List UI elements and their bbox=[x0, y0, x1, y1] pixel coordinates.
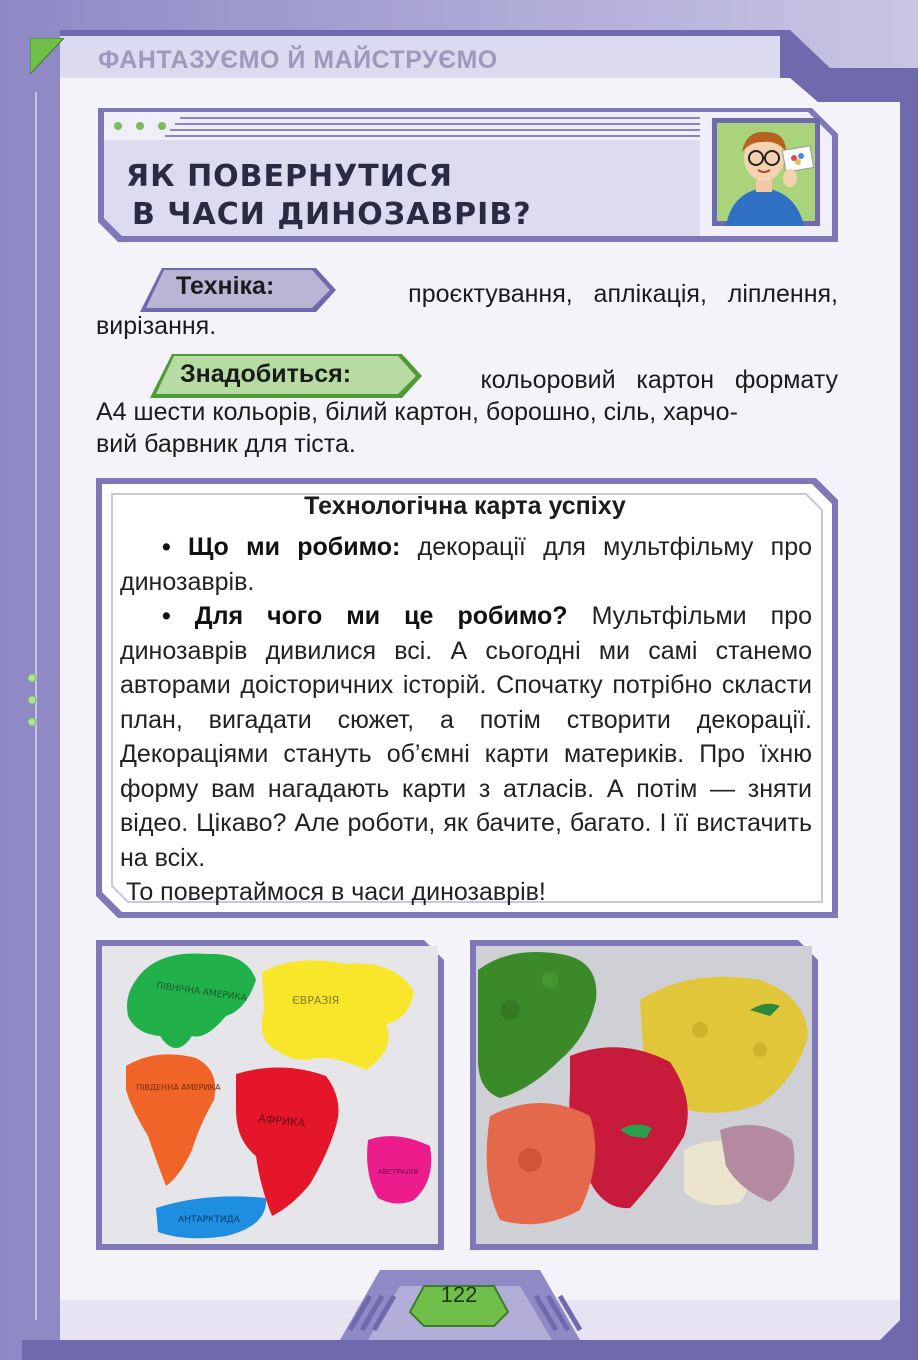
card-question-1 bbox=[120, 530, 812, 599]
title-line-2: В ЧАСИ ДИНОЗАВРІВ? bbox=[132, 197, 532, 232]
technique-text-line-2: вирізання. bbox=[96, 312, 217, 340]
technique-text bbox=[96, 278, 838, 342]
teacher-avatar bbox=[712, 118, 820, 226]
corner-marker bbox=[30, 38, 64, 76]
materials-label: Знадобиться: bbox=[180, 360, 352, 388]
technique-text-line-1: проєктування, аплікація, ліплення, bbox=[408, 280, 838, 308]
materials-text-line-2: А4 шести кольорів, білий картон, борошно, сіль, харчо- bbox=[96, 398, 738, 426]
label-north-america: ПІВНІЧНА АМЕРИКА bbox=[155, 981, 248, 1004]
materials-text-line-3: вий барвник для тіста. bbox=[96, 430, 356, 458]
photo-salt-dough-continents bbox=[470, 940, 818, 1250]
label-africa: АФРИКА bbox=[257, 1112, 306, 1130]
label-australia: АВСТРАЛІЯ bbox=[378, 1168, 418, 1176]
label-antarctica: АНТАРКТИДА bbox=[178, 1215, 240, 1225]
card-title: Технологічна карта успіху bbox=[304, 492, 626, 520]
card-body bbox=[120, 530, 812, 910]
q1-label: • Що ми робимо: bbox=[162, 533, 401, 561]
title-line-1: ЯК ПОВЕРНУТИСЯ bbox=[126, 159, 453, 194]
materials-text bbox=[96, 364, 838, 460]
page-title bbox=[126, 158, 532, 234]
q2-label: • Для чого ми це робимо? bbox=[162, 602, 568, 630]
section-header: ФАНТАЗУЄМО Й МАЙСТРУЄМО bbox=[98, 46, 498, 74]
label-eurasia: ЄВРАЗІЯ bbox=[292, 994, 340, 1007]
photo-paper-continents bbox=[96, 940, 444, 1250]
page-number: 122 bbox=[440, 1282, 478, 1307]
label-south-america: ПІВДЕННА АМЕРИКА bbox=[136, 1083, 221, 1092]
side-dots bbox=[26, 672, 38, 732]
materials-text-line-1: кольоровий картон формату bbox=[480, 366, 838, 394]
q2-text: Мультфільми про динозаврів дивилися всі. А сьогодні ми самі станемо авторами доісторичних історій. Спочатку потрібно скласти план, вигадати сюжет, а потім створити декорації. Декораціями стануть об’ємні карти материків. Про їхню форму вам нагадають карти з атласів. А потім — зняти відео. Цікаво? Але роботи, як бачите, багато. І її вистачить на всіх. bbox=[120, 602, 812, 872]
q1-text: декорації для мультфільму про динозаврів. bbox=[120, 533, 813, 596]
card-closing: То повертаймося в часи динозаврів! bbox=[126, 878, 546, 906]
technique-label: Техніка: bbox=[176, 272, 275, 300]
card-question-2 bbox=[120, 599, 812, 875]
